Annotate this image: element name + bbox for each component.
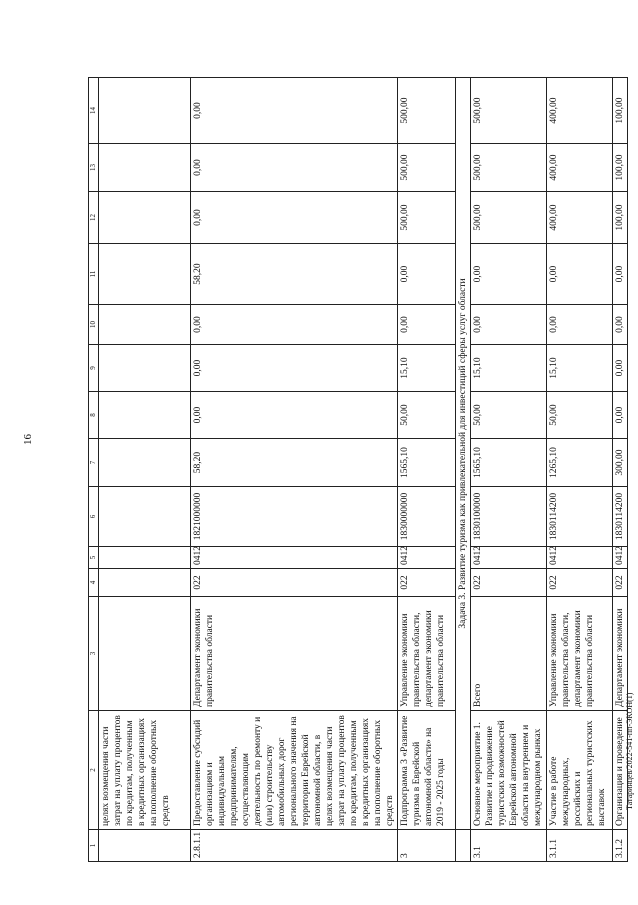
table-cell: 1265,10 — [547, 439, 613, 487]
table-cell: 3 — [398, 830, 456, 862]
table-cell: 3.1 — [471, 830, 547, 862]
table-cell: Организация и проведение — [613, 711, 628, 830]
table-cell: 0,00 — [191, 78, 398, 144]
table-cell — [99, 392, 191, 439]
table-cell: Основное мероприятие 1. Развитие и продвижение туристских возможностей Еврейской автономной области на внутреннем и международном рынках — [471, 711, 547, 830]
table-cell: 50,00 — [471, 392, 547, 439]
table-cell: Департамент экономики — [613, 597, 628, 711]
table-cell: 400,00 — [547, 192, 613, 244]
table-cell: 500,00 — [471, 78, 547, 144]
table-cell: 400,00 — [547, 78, 613, 144]
table-cell: Управление экономики правительства области, департамент экономики правительства области — [398, 597, 456, 711]
table-cell: 50,00 — [398, 392, 456, 439]
table-row — [398, 78, 456, 862]
page-number: 16 — [22, 434, 34, 445]
table-cell: Департамент экономики правительства области — [191, 597, 398, 711]
table-cell: 0,00 — [613, 244, 628, 305]
table-cell: 100,00 — [613, 144, 628, 192]
table-cell: Подпрограмма 3 «Развитие туризма в Еврейской автономной области» на 2019 - 2025 годы — [398, 711, 456, 830]
table-cell — [99, 305, 191, 345]
table-row — [191, 78, 398, 862]
table-cell: 2.8.1.1 — [191, 830, 398, 862]
table-cell: 1830114200 — [613, 487, 628, 547]
table-cell — [99, 345, 191, 392]
table-cell: 400,00 — [547, 144, 613, 192]
table-cell — [99, 439, 191, 487]
col-header: 12 — [89, 192, 99, 244]
col-header: 5 — [89, 547, 99, 569]
table-cell: Всего — [471, 597, 547, 711]
table-cell: 15,10 — [471, 345, 547, 392]
table-cell — [99, 597, 191, 711]
table-cell — [99, 244, 191, 305]
table-cell: 0,00 — [471, 305, 547, 345]
table-cell: 500,00 — [471, 144, 547, 192]
table-cell: 022 — [471, 569, 547, 597]
table-cell: 500,00 — [398, 144, 456, 192]
table-cell: 300,00 — [613, 439, 628, 487]
table-cell: 0,00 — [191, 192, 398, 244]
table-cell — [456, 830, 471, 862]
table-cell: 022 — [613, 569, 628, 597]
table-row — [547, 78, 613, 862]
table-cell: 0412 — [471, 547, 547, 569]
table-cell: 0,00 — [191, 392, 398, 439]
table-cell: 0,00 — [398, 244, 456, 305]
table-cell: 0,00 — [191, 305, 398, 345]
table-cell: 58,20 — [191, 244, 398, 305]
budget-table — [88, 77, 628, 862]
table-cell: Управление экономики правительства области, департамент экономики правительства области — [547, 597, 613, 711]
table-cell: 1830100000 — [471, 487, 547, 547]
table-cell: 1830000000 — [398, 487, 456, 547]
col-header: 2 — [89, 711, 99, 830]
table-cell — [99, 192, 191, 244]
table-cell: Участие в работе международных, российских и региональных туристских выставок — [547, 711, 613, 830]
table-cell — [99, 78, 191, 144]
table-cell: 1565,10 — [398, 439, 456, 487]
table-cell: 0,00 — [398, 305, 456, 345]
col-header: 13 — [89, 144, 99, 192]
table-cell: 0,00 — [191, 144, 398, 192]
table-cell: 0,00 — [471, 244, 547, 305]
header-row — [89, 78, 99, 862]
table-cell — [99, 830, 191, 862]
table-cell: 0412 — [398, 547, 456, 569]
table-body — [89, 78, 628, 862]
table-row — [471, 78, 547, 862]
table-cell — [99, 487, 191, 547]
table-cell: 500,00 — [398, 78, 456, 144]
col-header: 11 — [89, 244, 99, 305]
table-row — [99, 78, 191, 862]
table-cell: 100,00 — [613, 192, 628, 244]
table-cell: 0412 — [613, 547, 628, 569]
table-cell: 1821000000 — [191, 487, 398, 547]
col-header: 9 — [89, 345, 99, 392]
table-cell: 0,00 — [191, 345, 398, 392]
table-cell — [99, 547, 191, 569]
table-cell: 0412 — [547, 547, 613, 569]
col-header: 14 — [89, 78, 99, 144]
table-cell: 500,00 — [398, 192, 456, 244]
table-cell: 1830114200 — [547, 487, 613, 547]
document-code: Татаринцев/2022-541-пп-ЭКОН(1) — [625, 692, 634, 810]
table-cell: 15,10 — [547, 345, 613, 392]
task-row — [456, 78, 471, 862]
table-cell: 0,00 — [613, 345, 628, 392]
table-cell: 3.1.2 — [613, 830, 628, 862]
table-cell — [99, 569, 191, 597]
table-cell — [99, 144, 191, 192]
table-cell: 0,00 — [613, 392, 628, 439]
table-cell: 58,20 — [191, 439, 398, 487]
table-cell: 0412 — [191, 547, 398, 569]
table-cell: 15,10 — [398, 345, 456, 392]
col-header: 4 — [89, 569, 99, 597]
table-cell: 1565,10 — [471, 439, 547, 487]
col-header: 6 — [89, 487, 99, 547]
col-header: 8 — [89, 392, 99, 439]
col-header: 1 — [89, 830, 99, 862]
table-cell: 50,00 — [547, 392, 613, 439]
table-cell: 022 — [398, 569, 456, 597]
table-cell: 500,00 — [471, 192, 547, 244]
col-header: 7 — [89, 439, 99, 487]
table-cell: 0,00 — [547, 244, 613, 305]
table-cell: целях возмещения части затрат на уплату процентов по кредитам, полученным в кредитных организациях на пополнение оборотных средств — [99, 711, 191, 830]
table-cell: 0,00 — [613, 305, 628, 345]
col-header: 10 — [89, 305, 99, 345]
table-cell: 100,00 — [613, 78, 628, 144]
table-cell: 0,00 — [547, 305, 613, 345]
table-cell: 3.1.1 — [547, 830, 613, 862]
table-cell: 022 — [547, 569, 613, 597]
table-cell: 022 — [191, 569, 398, 597]
task-title: Задача 3. Развитие туризма как привлекательной для инвестиций сферы услуг области — [456, 78, 471, 830]
col-header: 3 — [89, 597, 99, 711]
table-row — [613, 78, 628, 862]
rotated-table-wrapper — [88, 78, 625, 862]
table-cell: Предоставление субсидий организациям и индивидуальным предпринимателям, осуществляющим деятельность по ремонту и (или) строительству автомобильных дорог регионального значения на территории Еврейской автономной области, в целях возмещения части затрат на уплату процентов по кредитам, полученным в кредитных организациях на пополнение оборотных средств — [191, 711, 398, 830]
